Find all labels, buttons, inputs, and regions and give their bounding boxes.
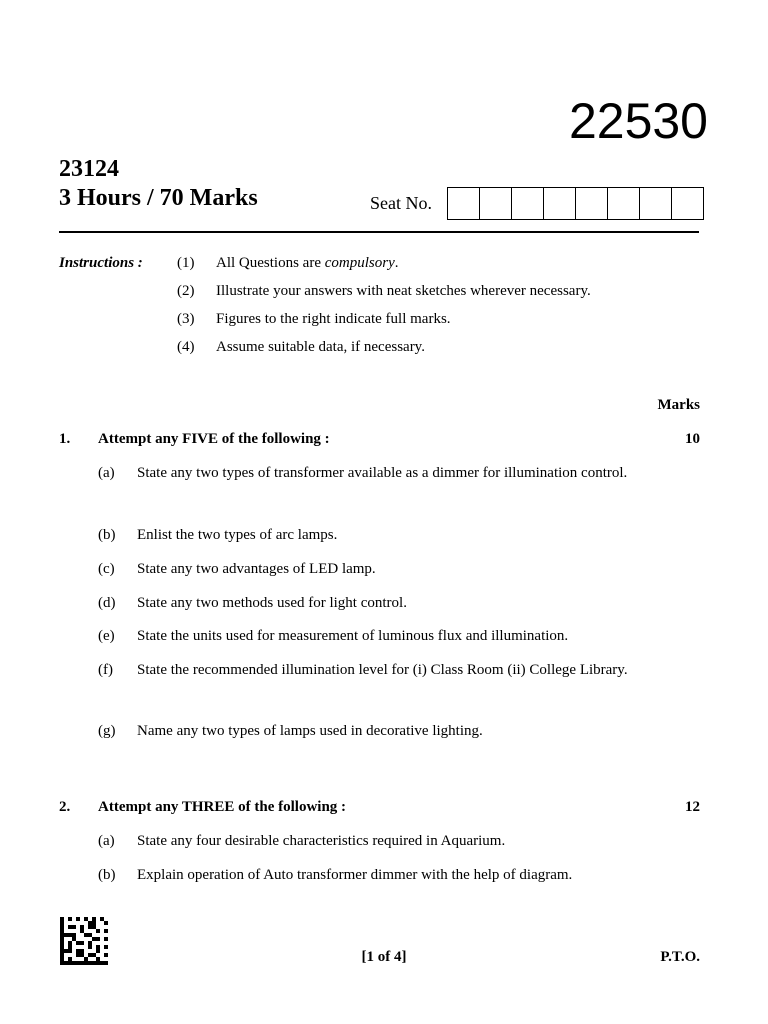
sub-question-text: State the units used for measurement of luminous flux and illumination. [137, 628, 569, 644]
instruction-item [177, 283, 591, 300]
instruction-number: (2) [177, 283, 195, 299]
sub-question [98, 555, 664, 583]
sub-question-label: (g) [98, 723, 116, 739]
sub-question-text: State the recommended illumination level for (i) Class Room (ii) College Library. [137, 662, 628, 678]
sub-question-text: State any four desirable characteristics required in Aquarium. [137, 833, 506, 849]
sub-question-label: (d) [98, 595, 116, 611]
seat-box[interactable] [448, 188, 480, 219]
question-title: Attempt any FIVE of the following : [98, 431, 330, 447]
sub-question-text: State any two types of transformer available as a dimmer for illumination control. [137, 465, 628, 481]
instructions-label: Instructions : [59, 255, 143, 271]
instruction-item [177, 311, 451, 328]
sub-question-label: (b) [98, 867, 116, 883]
sub-question-text: State any two advantages of LED lamp. [137, 561, 376, 577]
seat-box[interactable] [512, 188, 544, 219]
instruction-text: Figures to the right indicate full marks. [216, 311, 451, 327]
question-marks: 10 [685, 431, 700, 447]
sub-question [98, 622, 664, 650]
page-indicator: [1 of 4] [361, 949, 407, 965]
question-number: 2. [59, 799, 71, 815]
seat-box[interactable] [576, 188, 608, 219]
sub-question [98, 656, 664, 684]
sub-question-text: Name any two types of lamps used in decorative lighting. [137, 723, 483, 739]
please-turn-over: P.T.O. [660, 949, 700, 965]
instruction-item [177, 339, 425, 356]
seat-number-label: Seat No. [370, 193, 432, 213]
instruction-text: Illustrate your answers with neat sketches wherever necessary. [216, 283, 591, 299]
sub-question-text: State any two methods used for light control. [137, 595, 407, 611]
header-divider [59, 231, 699, 233]
seat-box[interactable] [480, 188, 512, 219]
seat-box[interactable] [640, 188, 672, 219]
question-number: 1. [59, 431, 71, 447]
sub-question-label: (a) [98, 465, 115, 481]
question-marks: 12 [685, 799, 700, 815]
paper-code: 23124 [59, 156, 119, 182]
instruction-item [177, 255, 398, 272]
sub-question-label: (b) [98, 527, 116, 543]
subject-code: 22530 [568, 93, 708, 149]
sub-question-text: Explain operation of Auto transformer dimmer with the help of diagram. [137, 867, 573, 883]
seat-box[interactable] [672, 188, 703, 219]
instruction-number: (3) [177, 311, 195, 327]
sub-question-label: (c) [98, 561, 115, 577]
sub-question-text: Enlist the two types of arc lamps. [137, 527, 338, 543]
sub-question [98, 827, 664, 855]
sub-question [98, 717, 664, 745]
instruction-number: (1) [177, 255, 195, 271]
sub-question-label: (a) [98, 833, 115, 849]
seat-box[interactable] [608, 188, 640, 219]
sub-question-label: (f) [98, 662, 113, 678]
instruction-text: Assume suitable data, if necessary. [216, 339, 425, 355]
seat-number-boxes [447, 187, 704, 220]
sub-question [98, 589, 664, 617]
sub-question [98, 861, 664, 889]
sub-question [98, 459, 664, 487]
sub-question-label: (e) [98, 628, 115, 644]
sub-question [98, 521, 664, 549]
seat-box[interactable] [544, 188, 576, 219]
instruction-number: (4) [177, 339, 195, 355]
instruction-text: All Questions are compulsory. [216, 255, 399, 271]
question-title: Attempt any THREE of the following : [98, 799, 347, 815]
duration-marks: 3 Hours / 70 Marks [59, 185, 258, 211]
marks-heading: Marks [657, 397, 700, 413]
